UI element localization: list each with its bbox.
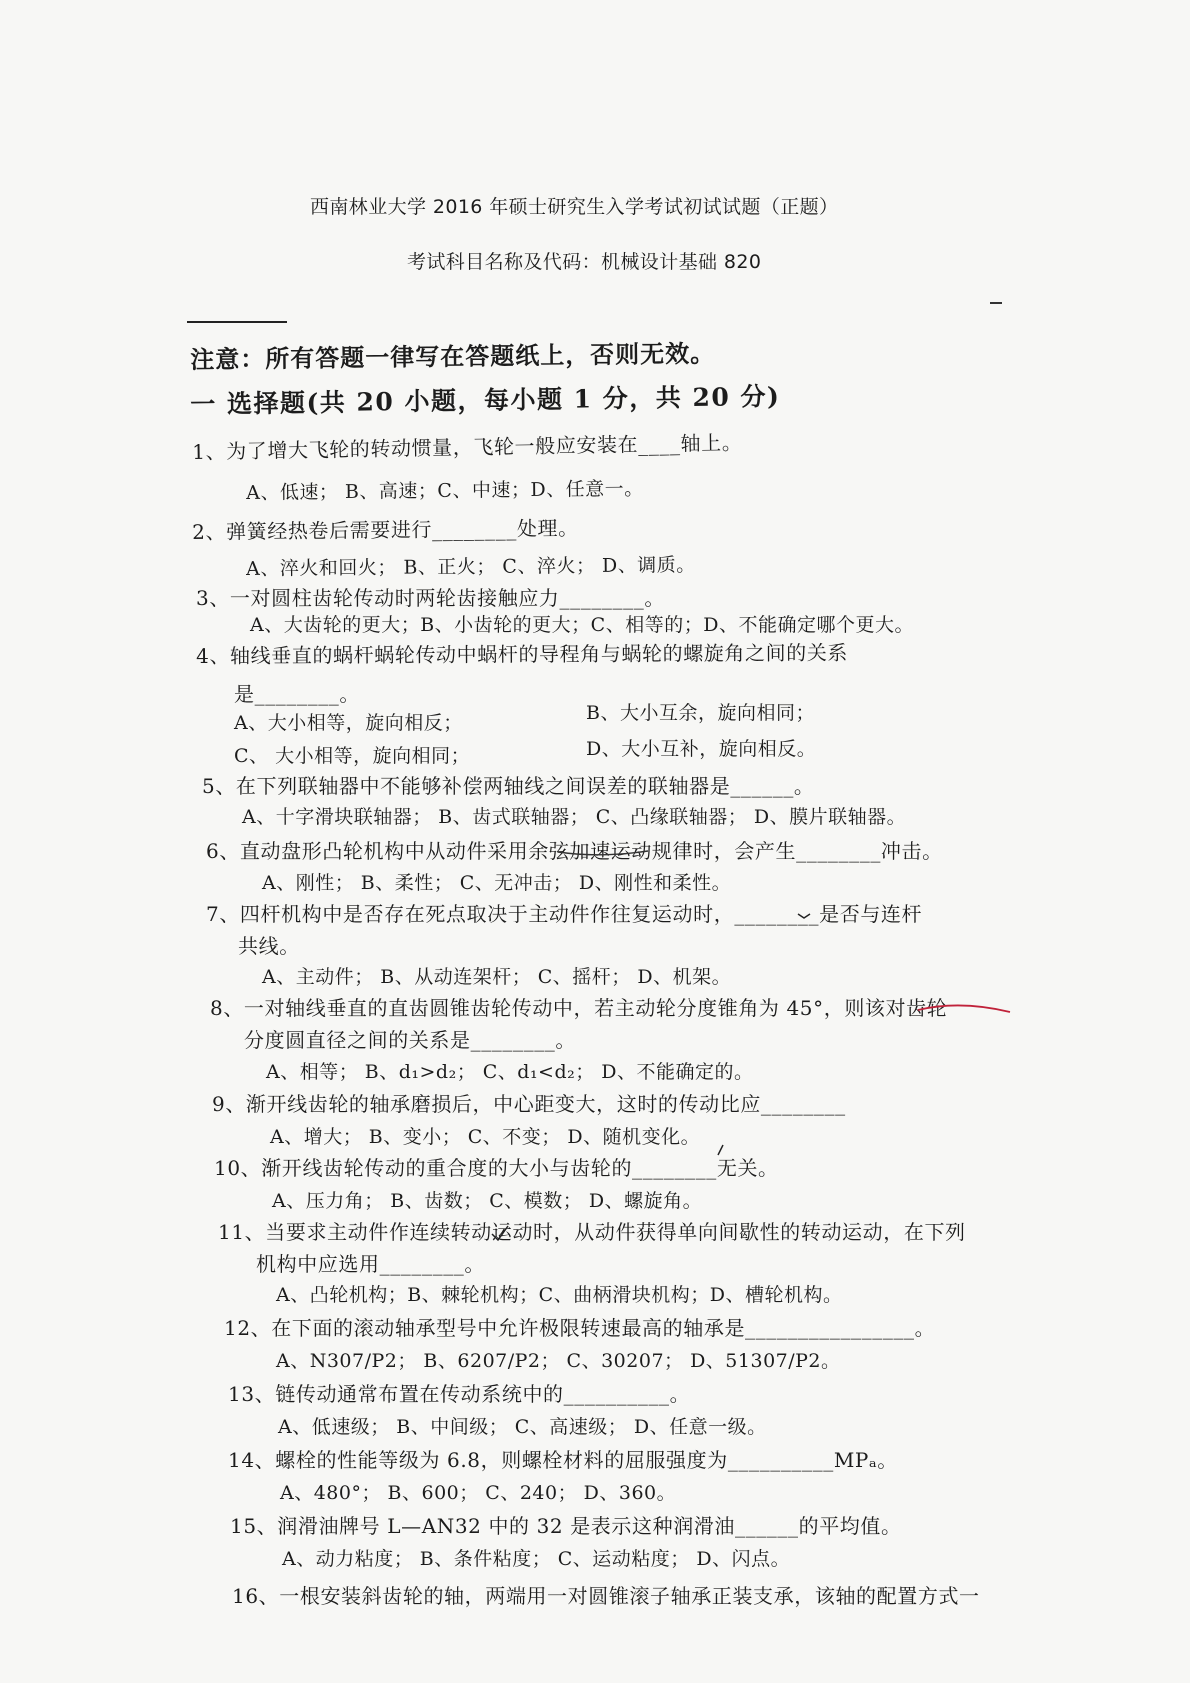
question-10-stem: 10、渐开线齿轮传动的重合度的大小与齿轮的________无关。 xyxy=(214,1156,779,1180)
question-13-stem: 13、链传动通常布置在传动系统中的__________。 xyxy=(228,1382,691,1406)
question-4-option-d: D、大小互补，旋向相反。 xyxy=(586,738,817,760)
question-12-options: A、N307/P2； B、6207/P2； C、30207； D、51307/P2。 xyxy=(276,1350,841,1372)
notice: 注意：所有答题一律写在答题纸上，否则无效。 xyxy=(190,338,716,374)
question-9-options: A、增大； B、变小； C、不变； D、随机变化。 xyxy=(270,1126,701,1148)
question-2-stem: 2、弹簧经热卷后需要进行________处理。 xyxy=(192,515,579,544)
question-6-stem: 6、直动盘形凸轮机构中从动件采用余弦加速运动规律时，会产生________冲击。 xyxy=(206,839,943,863)
ink-check-icon xyxy=(798,914,810,918)
question-14-stem: 14、螺栓的性能等级为 6.8，则螺栓材料的屈服强度为__________MPₐ。 xyxy=(228,1448,898,1472)
question-1-stem: 1、为了增大飞轮的转动惯量，飞轮一般应安装在____轴上。 xyxy=(192,430,743,464)
section-title: 一 选择题(共 20 小题，每小题 1 分，共 20 分) xyxy=(190,381,781,419)
question-16-stem: 16、一根安装斜齿轮的轴，两端用一对圆锥滚子轴承正装支承，该轴的配置方式一 xyxy=(232,1584,980,1608)
question-4-option-a: A、大小相等，旋向相反； xyxy=(234,712,463,734)
question-8-stem: 8、一对轴线垂直的直齿圆锥齿轮传动中，若主动轮分度锥角为 45°，则该对齿轮 xyxy=(210,996,948,1020)
question-3-stem: 3、一对圆柱齿轮传动时两轮齿接触应力________。 xyxy=(196,586,665,610)
question-4-option-b: B、大小互余，旋向相同； xyxy=(586,702,815,724)
question-8-options: A、相等； B、d₁>d₂； C、d₁<d₂； D、不能确定的。 xyxy=(266,1061,754,1083)
question-12-stem: 12、在下面的滚动轴承型号中允许极限转速最高的轴承是________________。 xyxy=(224,1316,936,1340)
question-10-options: A、压力角； B、齿数； C、模数； D、螺旋角。 xyxy=(272,1190,703,1212)
question-2-options: A、淬火和回火； B、正火； C、淬火； D、调质。 xyxy=(246,554,696,580)
question-5-stem: 5、在下列联轴器中不能够补偿两轴线之间误差的联轴器是______。 xyxy=(202,774,815,798)
ink-check-icon xyxy=(492,1226,508,1240)
exam-title: 西南林业大学 2016 年硕士研究生入学考试初试试题（正题） xyxy=(310,196,839,218)
question-4-option-c: C、 大小相等，旋向相同； xyxy=(234,745,471,767)
question-14-options: A、480°； B、600； C、240； D、360。 xyxy=(280,1482,677,1504)
question-7-stem: 7、四杆机构中是否存在死点取决于主动件作往复运动时，________是否与连杆 xyxy=(206,902,923,926)
question-5-options: A、十字滑块联轴器； B、齿式联轴器； C、凸缘联轴器； D、膜片联轴器。 xyxy=(242,806,907,828)
question-11-stem-cont: 机构中应选用________。 xyxy=(256,1252,485,1276)
question-4-stem-cont: 是________。 xyxy=(234,682,360,706)
question-7-stem-cont: 共线。 xyxy=(238,934,300,958)
question-13-options: A、低速级； B、中间级； C、高速级； D、任意一级。 xyxy=(278,1416,767,1438)
question-15-stem: 15、润滑油牌号 L—AN32 中的 32 是表示这种润滑油______的平均值。 xyxy=(230,1514,902,1538)
ink-underline-icon xyxy=(918,1005,1010,1012)
ink-underline-icon xyxy=(558,851,648,855)
question-7-options: A、主动件； B、从动连架杆； C、摇杆； D、机架。 xyxy=(262,966,732,988)
question-9-stem: 9、渐开线齿轮的轴承磨损后，中心距变大，这时的传动比应________ xyxy=(212,1092,846,1116)
question-11-options: A、凸轮机构；B、棘轮机构；C、曲柄滑块机构；D、槽轮机构。 xyxy=(276,1284,843,1306)
exam-subject: 考试科目名称及代码：机械设计基础 820 xyxy=(407,251,762,273)
question-11-stem: 11、当要求主动件作连续转动运动时，从动件获得单向间歇性的转动运动，在下列 xyxy=(218,1220,966,1244)
question-8-stem-cont: 分度圆直径之间的关系是________。 xyxy=(244,1028,576,1052)
question-4-stem: 4、轴线垂直的蜗杆蜗轮传动中蜗杆的导程角与蜗轮的螺旋角之间的关系 xyxy=(196,640,849,668)
ink-check-icon xyxy=(718,1145,723,1155)
question-15-options: A、动力粘度； B、条件粘度； C、运动粘度； D、闪点。 xyxy=(282,1548,791,1570)
question-1-options: A、低速； B、高速；C、中速；D、任意一。 xyxy=(246,477,644,504)
question-6-options: A、刚性； B、柔性； C、无冲击； D、刚性和柔性。 xyxy=(262,872,732,894)
question-3-options: A、大齿轮的更大；B、小齿轮的更大；C、相等的；D、不能确定哪个更大。 xyxy=(250,614,914,636)
